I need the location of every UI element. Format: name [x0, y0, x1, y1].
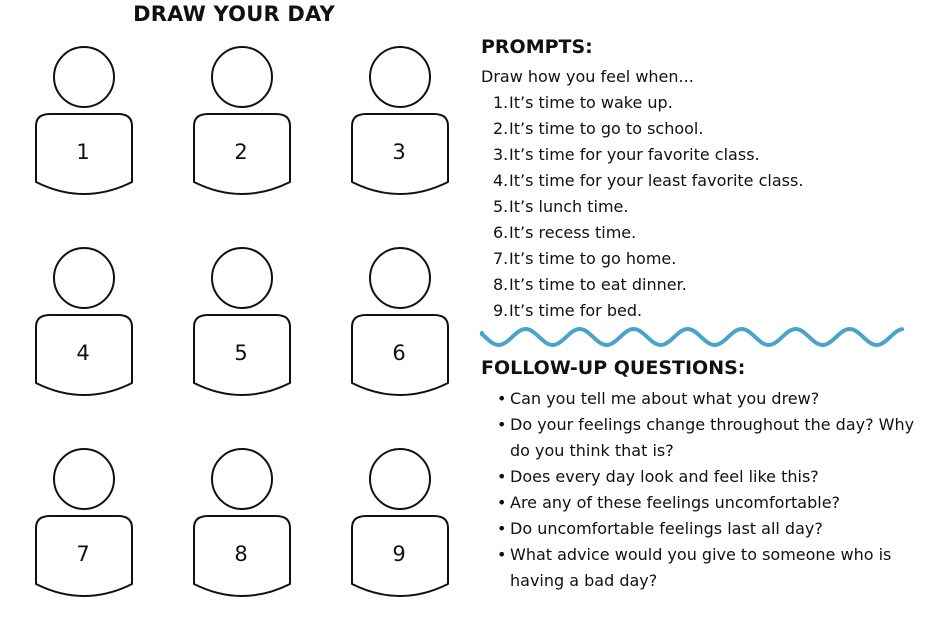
- prompt-text: It’s time for your favorite class.: [509, 145, 760, 164]
- prompt-number: 4.: [493, 171, 509, 190]
- follow-up-question: [497, 412, 920, 464]
- prompt-text: It’s recess time.: [509, 223, 637, 242]
- prompt-number: 7.: [493, 249, 509, 268]
- person-outline-icon: [186, 245, 296, 405]
- prompt-number: 6.: [493, 223, 509, 242]
- person-outline-icon: [344, 44, 454, 204]
- figure-number: 2: [234, 140, 248, 164]
- follow-up-question: [497, 542, 920, 594]
- follow-up-heading: FOLLOW-UP QUESTIONS:: [481, 357, 746, 379]
- person-figure-8: [186, 446, 296, 606]
- figure-number: 9: [392, 542, 406, 566]
- prompt-number: 5.: [493, 197, 509, 216]
- bullet-icon: •: [497, 467, 507, 486]
- prompts-intro: Draw how you feel when...: [481, 67, 694, 86]
- follow-up-question: [497, 464, 920, 490]
- person-figure-2: [186, 44, 296, 204]
- question-text: Does every day look and feel like this?: [510, 467, 819, 486]
- figure-number: 5: [234, 341, 248, 365]
- question-text: Are any of these feelings uncomfortable?: [510, 493, 841, 512]
- question-text: Do uncomfortable feelings last all day?: [510, 519, 823, 538]
- bullet-icon: •: [497, 519, 507, 538]
- figure-number: 3: [392, 140, 406, 164]
- prompts-heading: PROMPTS:: [481, 36, 593, 58]
- question-text: Can you tell me about what you drew?: [510, 389, 820, 408]
- person-figure-7: [28, 446, 138, 606]
- wave-divider: [480, 321, 906, 355]
- prompt-text: It’s time to eat dinner.: [509, 275, 687, 294]
- person-outline-icon: [28, 44, 138, 204]
- page-title: DRAW YOUR DAY: [133, 2, 335, 26]
- figure-number: 4: [76, 341, 90, 365]
- bullet-icon: •: [497, 389, 507, 408]
- prompt-number: 1.: [493, 93, 509, 112]
- figure-number: 1: [76, 140, 90, 164]
- person-outline-icon: [344, 245, 454, 405]
- prompt-text: It’s time to go to school.: [509, 119, 704, 138]
- prompt-item: [493, 117, 703, 141]
- person-figure-1: [28, 44, 138, 204]
- prompt-number: 3.: [493, 145, 509, 164]
- person-outline-icon: [186, 446, 296, 606]
- follow-up-question: [497, 516, 920, 542]
- person-outline-icon: [28, 446, 138, 606]
- person-figure-4: [28, 245, 138, 405]
- person-figure-9: [344, 446, 454, 606]
- prompt-number: 9.: [493, 301, 509, 320]
- prompt-item: [493, 169, 803, 193]
- question-text: Do your feelings change throughout the day? Why do you think that is?: [510, 415, 915, 460]
- bullet-icon: •: [497, 545, 507, 564]
- prompt-item: [493, 143, 760, 167]
- question-text: What advice would you give to someone who is having a bad day?: [510, 545, 892, 590]
- prompt-item: [493, 247, 676, 271]
- figure-number: 7: [76, 542, 90, 566]
- person-figure-3: [344, 44, 454, 204]
- prompt-text: It’s lunch time.: [509, 197, 629, 216]
- figure-number: 8: [234, 542, 248, 566]
- prompt-item: [493, 195, 628, 219]
- person-figure-6: [344, 245, 454, 405]
- bullet-icon: •: [497, 493, 507, 512]
- figure-number: 6: [392, 341, 406, 365]
- person-figure-5: [186, 245, 296, 405]
- bullet-icon: •: [497, 415, 507, 434]
- prompt-number: 8.: [493, 275, 509, 294]
- prompt-item: [493, 91, 673, 115]
- follow-up-question: [497, 386, 920, 412]
- prompt-text: It’s time to wake up.: [509, 93, 673, 112]
- person-outline-icon: [344, 446, 454, 606]
- person-outline-icon: [28, 245, 138, 405]
- prompt-number: 2.: [493, 119, 509, 138]
- prompt-item: [493, 299, 642, 323]
- follow-up-question: [497, 490, 920, 516]
- prompt-item: [493, 273, 687, 297]
- prompt-item: [493, 221, 636, 245]
- prompt-text: It’s time to go home.: [509, 249, 677, 268]
- prompt-text: It’s time for bed.: [509, 301, 643, 320]
- person-outline-icon: [186, 44, 296, 204]
- prompt-text: It’s time for your least favorite class.: [509, 171, 804, 190]
